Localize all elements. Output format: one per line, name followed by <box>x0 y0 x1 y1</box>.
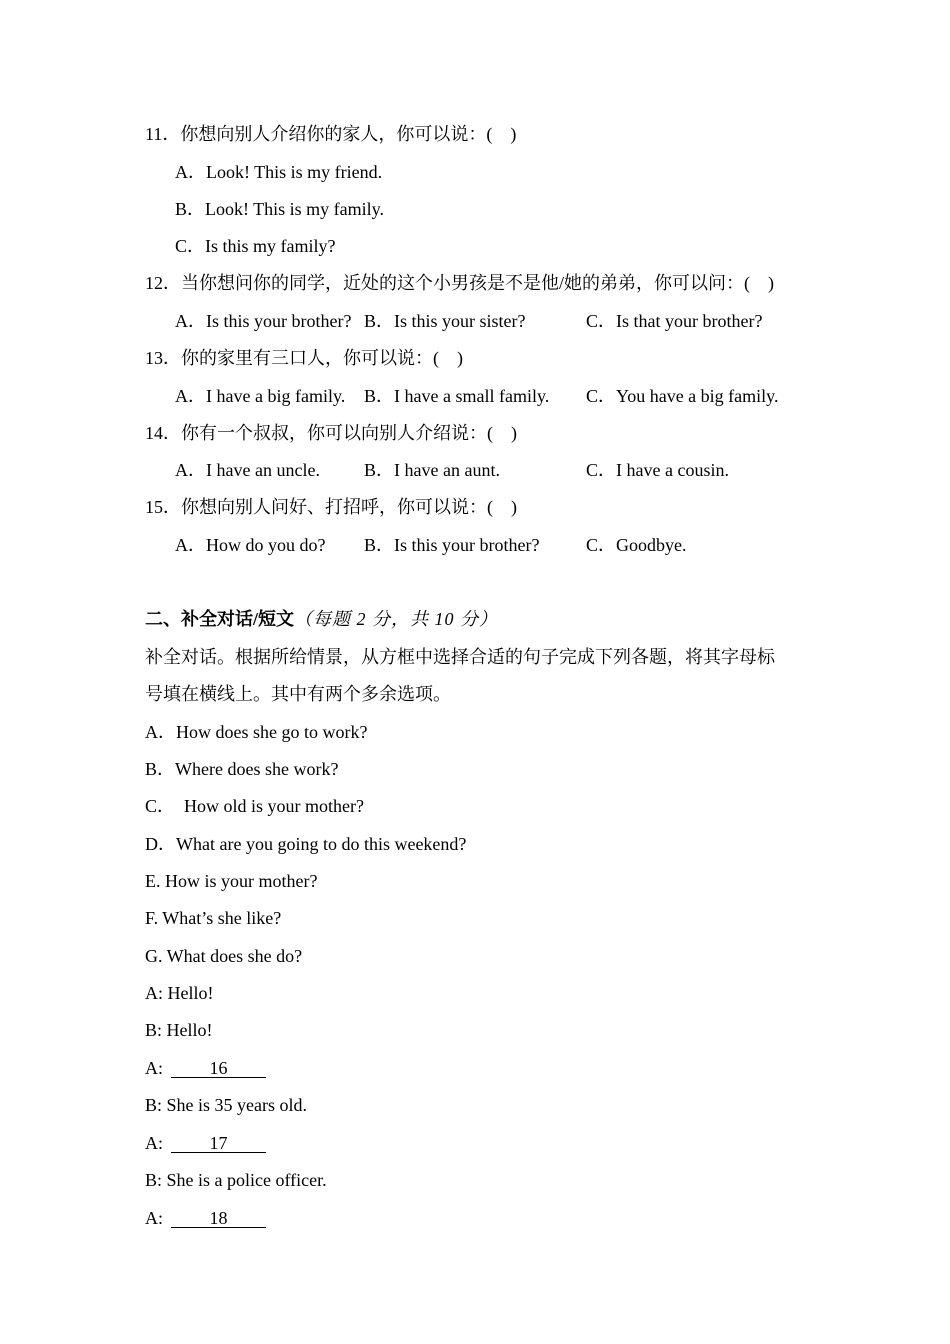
choice-f: F. What’s she like? <box>145 908 282 928</box>
question-14-option-c: C．I have a cousin. <box>586 460 729 480</box>
section-2-heading <box>145 607 498 631</box>
question-12-option-c: C．Is that your brother? <box>586 311 763 331</box>
question-13-option-a: A．I have a big family. <box>175 386 346 406</box>
question-14-option-b: B．I have an aunt. <box>364 460 500 480</box>
question-15-stem: 15．你想向别人问好、打招呼，你可以说：( ) <box>145 497 517 517</box>
choice-d: D．What are you going to do this weekend? <box>145 834 467 854</box>
question-14-stem: 14．你有一个叔叔，你可以向别人介绍说：( ) <box>145 423 517 443</box>
question-11-option-c: C．Is this my family? <box>175 236 336 256</box>
question-11-option-b: B．Look! This is my family. <box>175 199 384 219</box>
question-15-option-b: B．Is this your brother? <box>364 535 540 555</box>
dialogue-blank-line-18 <box>145 1206 266 1230</box>
choice-a: A．How does she go to work? <box>145 722 368 742</box>
speaker-label: A: <box>145 1058 163 1078</box>
section-2-title: 二、补全对话/短文 <box>145 609 295 629</box>
section-2-instruction-line-2: 号填在横线上。其中有两个多余选项。 <box>145 684 451 704</box>
question-12-option-a: A．Is this your brother? <box>175 311 352 331</box>
dialogue-line: A: Hello! <box>145 983 214 1003</box>
speaker-label: A: <box>145 1133 163 1153</box>
dialogue-line: B: She is a police officer. <box>145 1170 327 1190</box>
question-13-option-b: B．I have a small family. <box>364 386 550 406</box>
answer-blank-18: 18 <box>171 1209 266 1228</box>
answer-blank-17: 17 <box>171 1134 266 1153</box>
question-15-option-a: A．How do you do? <box>175 535 326 555</box>
question-13-stem: 13．你的家里有三口人，你可以说：( ) <box>145 348 463 368</box>
choice-e: E. How is your mother? <box>145 871 318 891</box>
question-13-option-c: C．You have a big family. <box>586 386 779 406</box>
dialogue-line: B: Hello! <box>145 1020 213 1040</box>
question-12-stem: 12．当你想问你的同学，近处的这个小男孩是不是他/她的弟弟，你可以问：( ) <box>145 273 774 293</box>
choice-g: G. What does she do? <box>145 946 303 966</box>
question-15-option-c: C．Goodbye. <box>586 535 687 555</box>
question-11-stem: 11．你想向别人介绍你的家人，你可以说：( ) <box>145 124 517 144</box>
dialogue-line: B: She is 35 years old. <box>145 1095 307 1115</box>
question-14-option-a: A．I have an uncle. <box>175 460 320 480</box>
dialogue-blank-line-17 <box>145 1131 266 1155</box>
dialogue-blank-line-16 <box>145 1056 266 1080</box>
section-2-score-note: （每题 2 分，共 10 分） <box>294 609 499 629</box>
question-12-option-b: B．Is this your sister? <box>364 311 526 331</box>
choice-c: C． How old is your mother? <box>145 796 364 816</box>
speaker-label: A: <box>145 1208 163 1228</box>
choice-b: B．Where does she work? <box>145 759 339 779</box>
question-11-option-a: A．Look! This is my friend. <box>175 162 383 182</box>
section-2-instruction-line-1: 补全对话。根据所给情景，从方框中选择合适的句子完成下列各题，将其字母标 <box>145 647 775 667</box>
answer-blank-16: 16 <box>171 1059 266 1078</box>
